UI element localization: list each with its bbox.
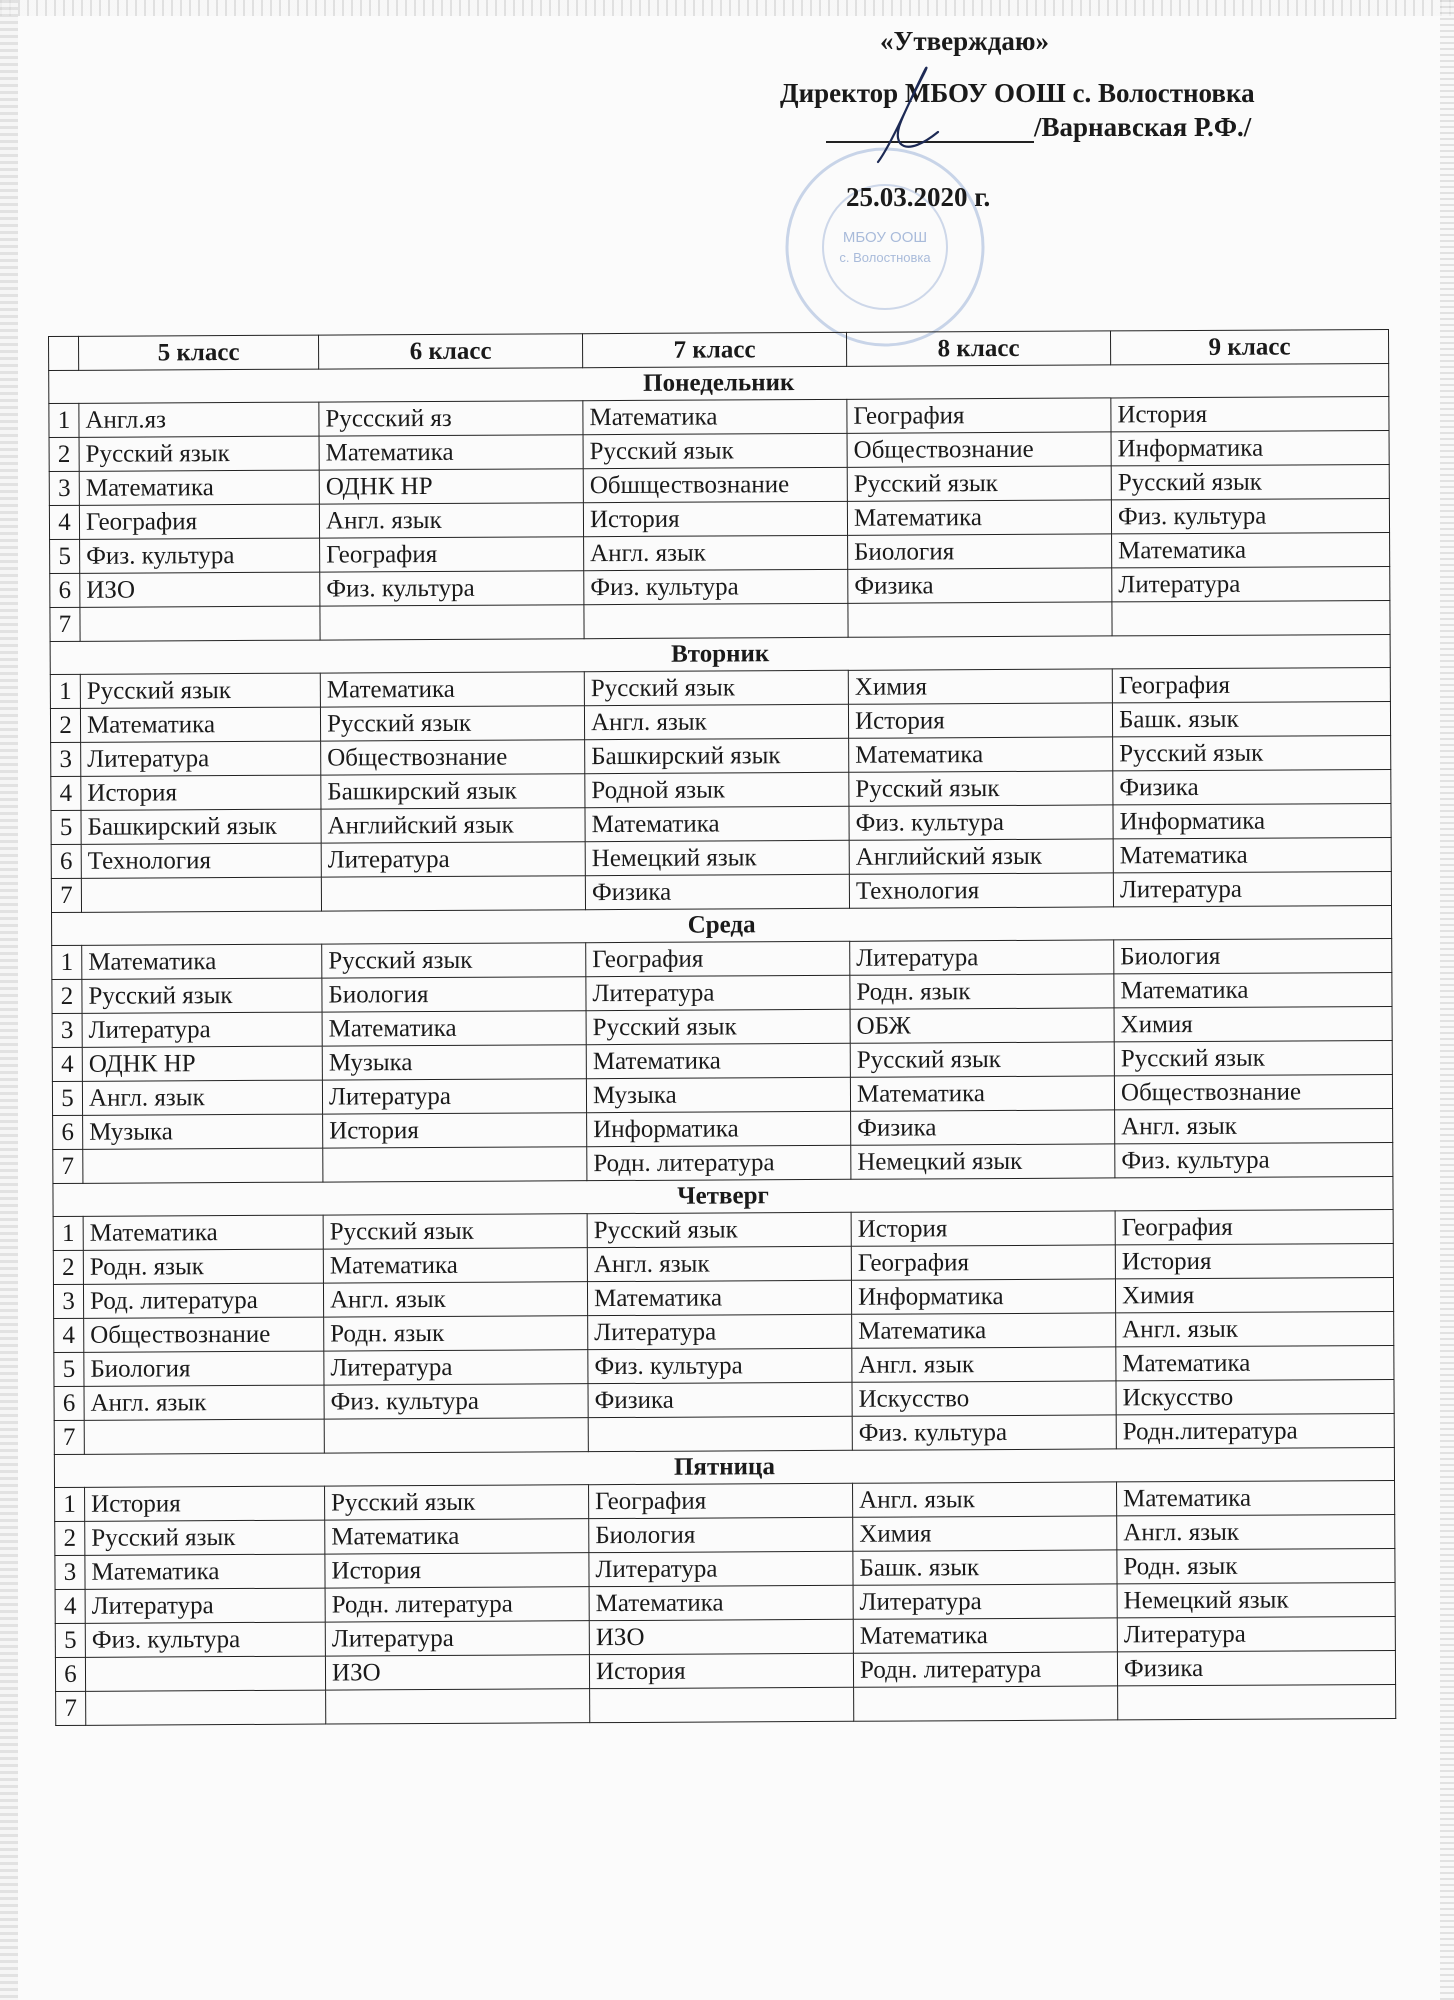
subject-cell bbox=[83, 1148, 323, 1183]
subject-cell: Русский язык bbox=[1111, 464, 1389, 499]
subject-cell: Химия bbox=[853, 1516, 1117, 1551]
subject-cell: Математика bbox=[849, 737, 1113, 772]
subject-cell: Математика bbox=[323, 1248, 587, 1283]
subject-cell: Англ. язык bbox=[584, 704, 848, 739]
lesson-number: 6 bbox=[50, 573, 80, 607]
stamp-line-2: с. Волостновка bbox=[839, 250, 931, 265]
subject-cell: Литература bbox=[853, 1584, 1117, 1619]
subject-cell: Литература bbox=[589, 1551, 853, 1586]
lesson-number: 5 bbox=[55, 1623, 85, 1657]
subject-cell: Искусство bbox=[852, 1381, 1116, 1416]
subject-cell: География bbox=[1112, 667, 1390, 702]
subject-cell: Информатика bbox=[851, 1279, 1115, 1314]
subject-cell: Математика bbox=[85, 1554, 325, 1589]
handwritten-signature bbox=[848, 62, 968, 172]
subject-cell bbox=[848, 602, 1112, 637]
lesson-number: 2 bbox=[50, 708, 80, 742]
subject-cell: Литература bbox=[1113, 871, 1391, 906]
subject-cell: Физ. культура bbox=[80, 538, 320, 573]
subject-cell: Химия bbox=[848, 669, 1112, 704]
subject-cell: Физ. культура bbox=[584, 569, 848, 604]
subject-cell: Родн. язык bbox=[850, 974, 1114, 1009]
subject-cell: География bbox=[847, 398, 1111, 433]
lesson-number: 7 bbox=[54, 1420, 84, 1454]
subject-cell: Математика bbox=[1114, 972, 1392, 1007]
subject-cell: Обществознание bbox=[1114, 1074, 1392, 1109]
subject-cell: Математика bbox=[322, 1011, 586, 1046]
subject-cell: Англ. язык bbox=[853, 1482, 1117, 1517]
subject-cell: Математика bbox=[1117, 1480, 1395, 1515]
subject-cell: Русский язык bbox=[849, 771, 1113, 806]
subject-cell: Физика bbox=[585, 874, 849, 909]
subject-cell: Английский язык bbox=[321, 808, 585, 843]
lesson-number: 7 bbox=[53, 1149, 83, 1183]
header-class-7: 7 класс bbox=[582, 332, 846, 367]
subject-cell: Математика bbox=[852, 1313, 1116, 1348]
subject-cell: Физика bbox=[851, 1110, 1115, 1145]
subject-cell bbox=[321, 876, 585, 911]
subject-cell: Музыка bbox=[83, 1114, 323, 1149]
subject-cell: Английский язык bbox=[849, 839, 1113, 874]
scan-noise-top bbox=[0, 0, 1454, 16]
subject-cell: Немецкий язык bbox=[851, 1144, 1115, 1179]
day-name: Понедельник bbox=[49, 363, 1389, 403]
subject-cell: Обществознание bbox=[847, 432, 1111, 467]
approval-date: 25.03.2020 г. bbox=[846, 182, 991, 212]
subject-cell: История bbox=[848, 703, 1112, 738]
lesson-number: 4 bbox=[52, 1047, 82, 1081]
subject-cell: История bbox=[1115, 1243, 1393, 1278]
lesson-number: 1 bbox=[49, 403, 79, 437]
stamp-line-1: МБОУ ООШ bbox=[842, 229, 928, 246]
lesson-number: 1 bbox=[52, 945, 82, 979]
subject-cell: Физ. культура bbox=[1115, 1142, 1393, 1177]
subject-cell: Литература bbox=[82, 1012, 322, 1047]
subject-cell: Математика bbox=[79, 470, 319, 505]
subject-cell bbox=[80, 606, 320, 641]
subject-cell: Математика bbox=[83, 1215, 323, 1250]
subject-cell: Математика bbox=[589, 1585, 853, 1620]
subject-cell: История bbox=[851, 1211, 1115, 1246]
subject-cell: Физ. культура bbox=[85, 1622, 325, 1657]
subject-cell: Русский язык bbox=[584, 670, 848, 705]
subject-cell: Родн. литература bbox=[853, 1652, 1117, 1687]
day-name: Среда bbox=[52, 905, 1392, 945]
approval-title: «Утверждаю» bbox=[880, 26, 1050, 56]
subject-cell bbox=[1118, 1684, 1396, 1719]
subject-cell: Биология bbox=[589, 1517, 853, 1552]
lesson-number: 4 bbox=[51, 776, 81, 810]
subject-cell: Русский язык bbox=[583, 433, 847, 468]
subject-cell: Литература bbox=[322, 1079, 586, 1114]
subject-cell: Родн.литература bbox=[1116, 1413, 1394, 1448]
subject-cell: ОДНК НР bbox=[319, 469, 583, 504]
header-class-5: 5 класс bbox=[79, 335, 319, 370]
subject-cell: Родной язык bbox=[585, 772, 849, 807]
subject-cell: Физ. культура bbox=[588, 1348, 852, 1383]
subject-cell: География bbox=[586, 941, 850, 976]
subject-cell: Обшществознание bbox=[583, 467, 847, 502]
subject-cell: ОБЖ bbox=[850, 1008, 1114, 1043]
subject-cell: Физика bbox=[1113, 769, 1391, 804]
subject-cell: Русский язык bbox=[85, 1520, 325, 1555]
subject-cell: Математика bbox=[586, 1043, 850, 1078]
subject-cell bbox=[854, 1686, 1118, 1721]
lesson-number: 3 bbox=[51, 742, 81, 776]
lesson-number: 4 bbox=[54, 1318, 84, 1352]
subject-cell: Математика bbox=[853, 1618, 1117, 1653]
lesson-number: 6 bbox=[51, 844, 81, 878]
lesson-number: 5 bbox=[50, 539, 80, 573]
lesson-number: 4 bbox=[55, 1589, 85, 1623]
subject-cell: Башкирский язык bbox=[585, 738, 849, 773]
subject-cell: Русский язык bbox=[1113, 735, 1391, 770]
subject-cell: Башк. язык bbox=[853, 1550, 1117, 1585]
subject-cell: ОДНК НР bbox=[82, 1046, 322, 1081]
subject-cell: Русский язык bbox=[325, 1485, 589, 1520]
subject-cell: Русский язык bbox=[847, 466, 1111, 501]
subject-cell: Родн. язык bbox=[83, 1249, 323, 1284]
subject-cell: История bbox=[85, 1486, 325, 1521]
subject-cell: Физ. культура bbox=[1111, 498, 1389, 533]
subject-cell: Математика bbox=[82, 944, 322, 979]
lesson-number: 5 bbox=[52, 1081, 82, 1115]
subject-cell: Родн. язык bbox=[1117, 1548, 1395, 1583]
subject-cell: Англ. язык bbox=[82, 1080, 322, 1115]
subject-cell: Немецкий язык bbox=[585, 840, 849, 875]
subject-cell: Физ. культура bbox=[324, 1384, 588, 1419]
subject-cell: Биология bbox=[322, 977, 586, 1012]
subject-cell: Немецкий язык bbox=[1117, 1582, 1395, 1617]
subject-cell: Математика bbox=[585, 806, 849, 841]
lesson-number: 3 bbox=[52, 1013, 82, 1047]
subject-cell: ИЗО bbox=[325, 1655, 589, 1690]
lesson-number: 3 bbox=[53, 1284, 83, 1318]
subject-cell bbox=[85, 1656, 325, 1691]
subject-cell: История bbox=[325, 1553, 589, 1588]
schedule-table bbox=[48, 329, 1396, 1726]
day-name: Вторник bbox=[50, 634, 1390, 674]
subject-cell: Физика bbox=[848, 568, 1112, 603]
schedule-body bbox=[49, 363, 1396, 1725]
lesson-number: 1 bbox=[53, 1216, 83, 1250]
subject-cell: Русский язык bbox=[586, 1009, 850, 1044]
subject-cell bbox=[1112, 600, 1390, 635]
lesson-number: 2 bbox=[55, 1521, 85, 1555]
subject-cell: Англ. язык bbox=[1116, 1311, 1394, 1346]
lesson-number: 7 bbox=[51, 878, 81, 912]
header-class-9: 9 класс bbox=[1110, 329, 1388, 364]
scan-noise-right bbox=[1440, 0, 1454, 2000]
subject-cell: Англ. язык bbox=[323, 1282, 587, 1317]
subject-cell: Литература bbox=[850, 940, 1114, 975]
subject-cell: Русский язык bbox=[322, 943, 586, 978]
subject-cell: Родн. язык bbox=[324, 1316, 588, 1351]
subject-cell: Литература bbox=[586, 975, 850, 1010]
subject-cell: История bbox=[81, 775, 321, 810]
subject-cell: Физика bbox=[588, 1382, 852, 1417]
subject-cell: Математика bbox=[319, 435, 583, 470]
subject-cell: Обществознание bbox=[84, 1317, 324, 1352]
subject-cell: История bbox=[589, 1653, 853, 1688]
subject-cell: Физика bbox=[1117, 1650, 1395, 1685]
subject-cell: Биология bbox=[84, 1351, 324, 1386]
lesson-number: 2 bbox=[53, 1250, 83, 1284]
lesson-number: 1 bbox=[55, 1487, 85, 1521]
header-class-6: 6 класс bbox=[318, 334, 582, 369]
subject-cell: Музыка bbox=[322, 1045, 586, 1080]
subject-cell bbox=[323, 1147, 587, 1182]
subject-cell: Род. литература bbox=[83, 1283, 323, 1318]
lesson-number: 6 bbox=[54, 1386, 84, 1420]
subject-cell: Башкирский язык bbox=[81, 809, 321, 844]
lesson-number: 5 bbox=[54, 1352, 84, 1386]
lesson-number: 1 bbox=[50, 674, 80, 708]
subject-cell: География bbox=[79, 504, 319, 539]
subject-cell: Русский язык bbox=[79, 436, 319, 471]
subject-cell: Информатика bbox=[1111, 430, 1389, 465]
subject-cell: Технология bbox=[849, 873, 1113, 908]
subject-cell: Технология bbox=[81, 843, 321, 878]
subject-cell: История bbox=[323, 1113, 587, 1148]
day-name: Четверг bbox=[53, 1176, 1393, 1216]
lesson-number: 3 bbox=[55, 1555, 85, 1589]
lesson-number: 4 bbox=[49, 505, 79, 539]
subject-cell bbox=[588, 1416, 852, 1451]
lesson-number: 6 bbox=[53, 1115, 83, 1149]
subject-cell: Русский язык bbox=[850, 1042, 1114, 1077]
subject-cell: Англ.яз bbox=[79, 402, 319, 437]
subject-cell: Литература bbox=[1112, 566, 1390, 601]
subject-cell: География bbox=[320, 537, 584, 572]
subject-cell: Русский язык bbox=[320, 706, 584, 741]
subject-cell: Искусство bbox=[1116, 1379, 1394, 1414]
subject-cell: ИЗО bbox=[589, 1619, 853, 1654]
subject-cell: Математика bbox=[850, 1076, 1114, 1111]
subject-cell: Башкирский язык bbox=[321, 774, 585, 809]
subject-cell bbox=[584, 603, 848, 638]
subject-cell: Математика bbox=[583, 399, 847, 434]
header-number-cell bbox=[49, 336, 79, 370]
subject-cell: География bbox=[1115, 1209, 1393, 1244]
subject-cell bbox=[590, 1687, 854, 1722]
official-stamp bbox=[780, 142, 990, 352]
approval-signature-name: /Варнавская Р.Ф./ bbox=[1034, 112, 1252, 142]
subject-cell: Биология bbox=[848, 534, 1112, 569]
subject-cell: Литература bbox=[1117, 1616, 1395, 1651]
lesson-number: 6 bbox=[55, 1657, 85, 1691]
subject-cell: Физ. культура bbox=[852, 1415, 1116, 1450]
subject-cell: История bbox=[1111, 396, 1389, 431]
subject-cell: Физ. культура bbox=[320, 571, 584, 606]
subject-cell: Англ. язык bbox=[587, 1246, 851, 1281]
subject-cell: ИЗО bbox=[80, 572, 320, 607]
header-class-8: 8 класс bbox=[846, 331, 1110, 366]
lesson-number: 3 bbox=[49, 471, 79, 505]
subject-cell: Русский язык bbox=[1114, 1040, 1392, 1075]
subject-cell: Математика bbox=[80, 707, 320, 742]
subject-cell: Литература bbox=[321, 842, 585, 877]
lesson-number: 5 bbox=[51, 810, 81, 844]
approval-director: Директор МБОУ ООШ с. Волостновка bbox=[780, 78, 1255, 108]
subject-cell: География bbox=[851, 1245, 1115, 1280]
subject-cell: Русский язык bbox=[82, 978, 322, 1013]
lesson-number: 7 bbox=[56, 1691, 86, 1725]
subject-cell: Англ. язык bbox=[852, 1347, 1116, 1382]
subject-cell bbox=[324, 1418, 588, 1453]
subject-cell: Русский язык bbox=[587, 1212, 851, 1247]
subject-cell: Литература bbox=[85, 1588, 325, 1623]
subject-cell: Музыка bbox=[586, 1077, 850, 1112]
scan-noise-left bbox=[0, 0, 18, 2000]
subject-cell: Англ. язык bbox=[1117, 1514, 1395, 1549]
subject-cell: История bbox=[583, 501, 847, 536]
subject-cell: Русский язык bbox=[323, 1214, 587, 1249]
subject-cell: Биология bbox=[1114, 938, 1392, 973]
subject-cell: Литература bbox=[324, 1350, 588, 1385]
subject-cell: Физ. культура bbox=[849, 805, 1113, 840]
subject-cell bbox=[81, 877, 321, 912]
subject-cell: Математика bbox=[1113, 837, 1391, 872]
subject-cell: Химия bbox=[1115, 1277, 1393, 1312]
subject-cell: Химия bbox=[1114, 1006, 1392, 1041]
subject-cell: Литература bbox=[325, 1621, 589, 1656]
subject-cell: Математика bbox=[325, 1519, 589, 1554]
subject-cell bbox=[84, 1419, 324, 1454]
subject-cell: География bbox=[589, 1483, 853, 1518]
subject-cell bbox=[326, 1689, 590, 1724]
subject-cell: Родн. литература bbox=[325, 1587, 589, 1622]
lesson-row bbox=[56, 1684, 1396, 1725]
lesson-number: 2 bbox=[52, 979, 82, 1013]
subject-cell: Родн. литература bbox=[587, 1145, 851, 1180]
subject-cell bbox=[320, 605, 584, 640]
subject-cell: Башк. язык bbox=[1112, 701, 1390, 736]
subject-cell: Математика bbox=[847, 500, 1111, 535]
subject-cell: Математика bbox=[1112, 532, 1390, 567]
subject-cell: Математика bbox=[1116, 1345, 1394, 1380]
lesson-number: 2 bbox=[49, 437, 79, 471]
subject-cell: Англ. язык bbox=[84, 1385, 324, 1420]
subject-cell: Обществознание bbox=[321, 740, 585, 775]
subject-cell: Русский язык bbox=[80, 673, 320, 708]
subject-cell: Англ. язык bbox=[584, 535, 848, 570]
lesson-number: 7 bbox=[50, 607, 80, 641]
subject-cell: Математика bbox=[587, 1280, 851, 1315]
subject-cell: Литература bbox=[81, 741, 321, 776]
subject-cell: Литература bbox=[588, 1314, 852, 1349]
subject-cell: Англ. язык bbox=[319, 503, 583, 538]
subject-cell: Математика bbox=[320, 672, 584, 707]
subject-cell bbox=[86, 1690, 326, 1725]
subject-cell: Руссский яз bbox=[319, 401, 583, 436]
subject-cell: Информатика bbox=[1113, 803, 1391, 838]
day-name: Пятница bbox=[54, 1447, 1394, 1487]
subject-cell: Информатика bbox=[587, 1111, 851, 1146]
subject-cell: Англ. язык bbox=[1115, 1108, 1393, 1143]
